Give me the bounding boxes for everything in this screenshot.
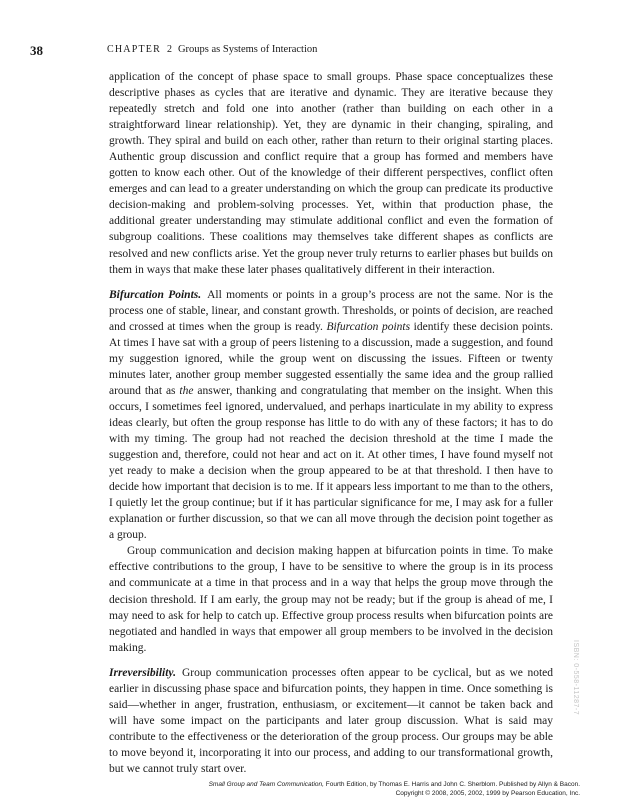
bifurcation-emphasis: the xyxy=(179,384,194,397)
body-text xyxy=(109,69,553,777)
bifurcation-term: Bifurcation points xyxy=(326,320,411,333)
footer-book-title: Small Group and Team Communication, xyxy=(208,781,324,788)
paragraph-phase-space: application of the concept of phase space to small groups. Phase space conceptualizes these descriptive phases as cycles that are iterative and dynamic. They are iterative because they repeatedly stretch and fold one into another (rather than building on each other in a straightforward linear relationship). Yet, they are dynamic in their changing, spiraling, and growth. They spiral and build on each other, rather than return to their original starting places. Authentic group discussion and conflict require that a group has formed and members have gotten to know each other. Out of the knowledge of their different perspectives, conflict often emerges and can lead to a greater understanding on which the group can predicate its productive decision-making and problem-solving processes. Yet, within that production phase, the additional greater understanding may stimulate additional conflict and even the formation of subgroup coalitions. These coalitions may themselves take different shapes as conflicts are resolved and new conflicts arise. Yet the group never truly returns to earlier phases but builds on them in ways that make these later phases qualitatively different in their interaction. xyxy=(109,71,553,276)
paragraph-irreversibility xyxy=(109,665,553,777)
chapter-number: 2 xyxy=(166,44,172,55)
footer-citation: Fourth Edition, by Thomas E. Harris and John C. Sherblom. Published by Allyn & Bacon. xyxy=(325,781,580,788)
running-header xyxy=(30,43,590,59)
paragraph-decision-timing: Group communication and decision making happen at bifurcation points in time. To make effective contributions to the group, I have to be sensitive to where the group is in its process and communicate at a time in that process and in a way that helps the group move through the decision threshold. If I am early, the group may not be ready; but if the group is ahead of me, I may need to ask for help to catch up. Effective group process results when bifurcation points are negotiated and handled in ways that empower all group members to be involved in the decision making. xyxy=(109,545,553,654)
isbn-watermark: ISBN: 0-558-11287-7 xyxy=(572,640,579,716)
section-heading-irreversibility: Irreversibility. xyxy=(109,666,176,679)
bifurcation-text-3: answer, thanking and congratulating that member on the insight. When this occurs, I sometimes feel ignored, undervalued, and perhaps inarticulate in my ability to express ideas clearly, but often the group response has little to do with any of these factors; it has to do with my timing. The group had not reached the decision threshold at the time I made the suggestion and, therefore, could not hear and act on it. At other times, I have found myself not yet ready to make a decision when the group appeared to be at that threshold. I then have to decide how important that decision is to me. If it appears less important to me than to the others, I quietly let the group continue; but if it has particular significance for me, I may ask for a fuller explanation or further discussion, so that we can all move through the decision point together as a group. xyxy=(109,384,554,542)
paragraph-bifurcation-points xyxy=(109,287,553,544)
chapter-label: CHAPTER xyxy=(107,44,161,55)
footer-copyright: Copyright © 2008, 2005, 2002, 1999 by Pearson Education, Inc. xyxy=(395,789,580,797)
irreversibility-text: Group communication processes often appear to be cyclical, but as we noted earlier in discussing phase space and bifurcation points, they happen in time. Once something is said—whether in anger, frustration, enthusiasm, or excitement—it cannot be taken back and will have some impact on the participants and later group discussion. What is said may contribute to the effectiveness or the deterioration of the group process. Our groups may be able to move beyond it, incorporating it into our process, and adding to our transformational growth, but we cannot truly start over. xyxy=(109,666,553,775)
chapter-heading xyxy=(107,44,317,55)
page-footer xyxy=(209,781,580,798)
section-heading-bifurcation: Bifurcation Points. xyxy=(109,288,202,301)
bifurcation-text-1: All moments or points in a group’s process are not the same. Nor is the process one of stable, linear, and constant growth. Thresholds, or points of decision, are reached and crossed at times when the group is ready. xyxy=(109,288,554,333)
bifurcation-text-2: identify these decision points. At times I have sat with a group of peers listening to a discussion, made a suggestion, and found my suggestion ignored, while the group went on discussing the issues. Fifteen or twenty minutes later, another group member suggested essentially the same idea and the group rallied around that as xyxy=(109,320,554,397)
page-number: 38 xyxy=(30,43,43,58)
footer-citation-line xyxy=(209,781,580,790)
chapter-title: Groups as Systems of Interaction xyxy=(177,44,318,55)
